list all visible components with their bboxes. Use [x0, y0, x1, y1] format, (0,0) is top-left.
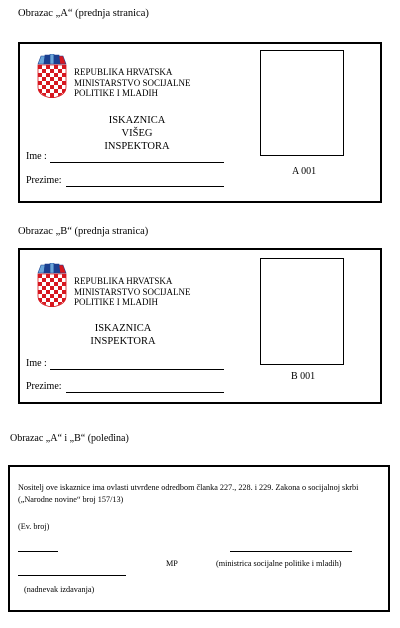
minister-signature-line — [230, 551, 352, 552]
seal-label: MP — [166, 559, 178, 568]
form-a-card — [18, 42, 382, 203]
org-line: MINISTARSTVO SOCIJALNE — [74, 286, 191, 297]
form-b-surname-label: Prezime: — [26, 381, 62, 392]
org-line: POLITIKE I MLADIH — [74, 88, 158, 98]
form-a-title — [90, 114, 184, 153]
form-a-name-label: Ime : — [26, 151, 47, 162]
title-line: INSPEKTORA — [90, 336, 156, 347]
form-b-surname-line — [66, 392, 224, 393]
back-caption: Obrazac „A“ i „B“ (poleđina) — [10, 433, 129, 444]
org-line: REPUBLIKA HRVATSKA — [74, 276, 173, 286]
minister-label: (ministrica socijalne politike i mladih) — [216, 559, 342, 568]
title-line: ISKAZNICA — [94, 323, 152, 334]
title-line: VIŠEG INSPEKTORA — [104, 128, 170, 152]
authority-text: Nositelj ove iskaznice ima ovlasti utvrđene odredbom članka 227., 228. i 229. Zakona o socijalnoj skrbi („Narodne novine“ broj 157/13) — [18, 483, 359, 504]
coat-of-arms-icon — [36, 54, 68, 98]
org-line: REPUBLIKA HRVATSKA — [74, 67, 173, 77]
org-line: POLITIKE I MLADIH — [74, 297, 158, 307]
reg-no-label: (Ev. broj) — [18, 522, 50, 531]
form-a-caption: Obrazac „A“ (prednja stranica) — [18, 8, 149, 19]
form-b-title — [76, 322, 170, 348]
reg-no-line — [18, 551, 58, 552]
issue-date-line — [18, 575, 126, 576]
form-a-name-line — [50, 162, 224, 163]
form-b-name-line — [50, 369, 224, 370]
title-line: ISKAZNICA — [108, 115, 166, 126]
form-a-org — [74, 67, 191, 99]
form-b-caption: Obrazac „B“ (prednja stranica) — [18, 226, 149, 237]
form-b-name-label: Ime : — [26, 358, 47, 369]
issue-date-label: (nadnevak izdavanja) — [24, 585, 95, 594]
form-a-surname-line — [66, 186, 224, 187]
form-b-org — [74, 276, 191, 308]
coat-of-arms-icon — [36, 263, 68, 307]
form-a-serial: A 001 — [292, 166, 317, 177]
form-b-card — [18, 248, 382, 404]
form-a-photo-box — [260, 50, 344, 156]
org-line: MINISTARSTVO SOCIJALNE — [74, 77, 191, 88]
form-b-photo-box — [260, 258, 344, 365]
form-a-surname-label: Prezime: — [26, 175, 62, 186]
form-b-serial: B 001 — [291, 371, 316, 382]
back-card — [8, 465, 390, 612]
